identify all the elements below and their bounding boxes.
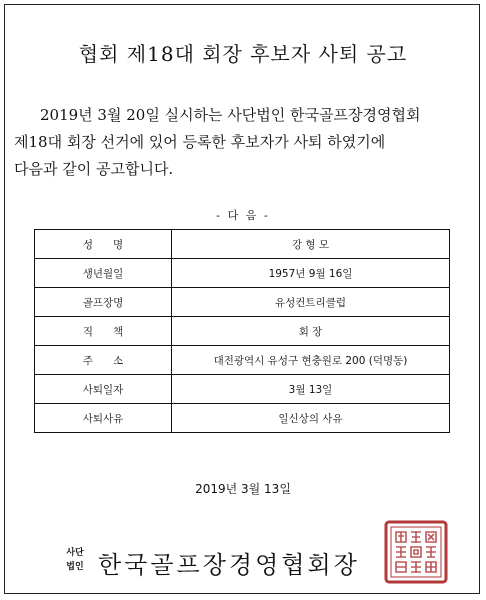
announcement-body <box>14 102 474 183</box>
row-value-address: 대전광역시 유성구 현충원로 200 (덕명동) <box>172 346 450 375</box>
table-row <box>35 404 450 433</box>
table-row <box>35 346 450 375</box>
row-value-resign-date: 3월 13일 <box>172 375 450 404</box>
section-heading: - 다 음 - <box>216 209 270 222</box>
row-label-address: 주 소 <box>35 346 172 375</box>
body-line-2: 제18대 회장 선거에 있어 등록한 후보자가 사퇴 하였기에 <box>14 133 386 151</box>
document-title: 협회 제18대 회장 후보자 사퇴 공고 <box>78 42 408 66</box>
row-label-name: 성 명 <box>35 230 172 259</box>
row-label-resign-date: 사퇴일자 <box>35 375 172 404</box>
row-label-resign-reason: 사퇴사유 <box>35 404 172 433</box>
row-value-resign-reason: 일신상의 사유 <box>172 404 450 433</box>
row-value-golf-course: 유성컨트리클럽 <box>172 288 450 317</box>
row-value-position: 회 장 <box>172 317 450 346</box>
body-line-1: 2019년 3월 20일 실시하는 사단법인 한국골프장경영협회 <box>40 106 421 124</box>
official-seal-icon <box>384 520 448 584</box>
row-label-birthdate: 생년월일 <box>35 259 172 288</box>
candidate-info-table <box>34 229 450 433</box>
row-value-birthdate: 1957년 9월 16일 <box>172 259 450 288</box>
row-value-name: 강 형 모 <box>172 230 450 259</box>
org-signature-name: 한국골프장경영협회장 <box>98 551 360 579</box>
org-prefix-bottom: 법인 <box>66 562 84 572</box>
table-row <box>35 288 450 317</box>
row-label-golf-course: 골프장명 <box>35 288 172 317</box>
table-row <box>35 375 450 404</box>
body-line-3: 다음과 같이 공고합니다. <box>14 160 174 178</box>
org-prefix-top: 사단 <box>66 548 84 558</box>
row-label-position: 직 책 <box>35 317 172 346</box>
table-row <box>35 230 450 259</box>
table-row <box>35 317 450 346</box>
announcement-date: 2019년 3월 13일 <box>195 482 291 496</box>
org-type-prefix <box>62 546 88 574</box>
table-row <box>35 259 450 288</box>
